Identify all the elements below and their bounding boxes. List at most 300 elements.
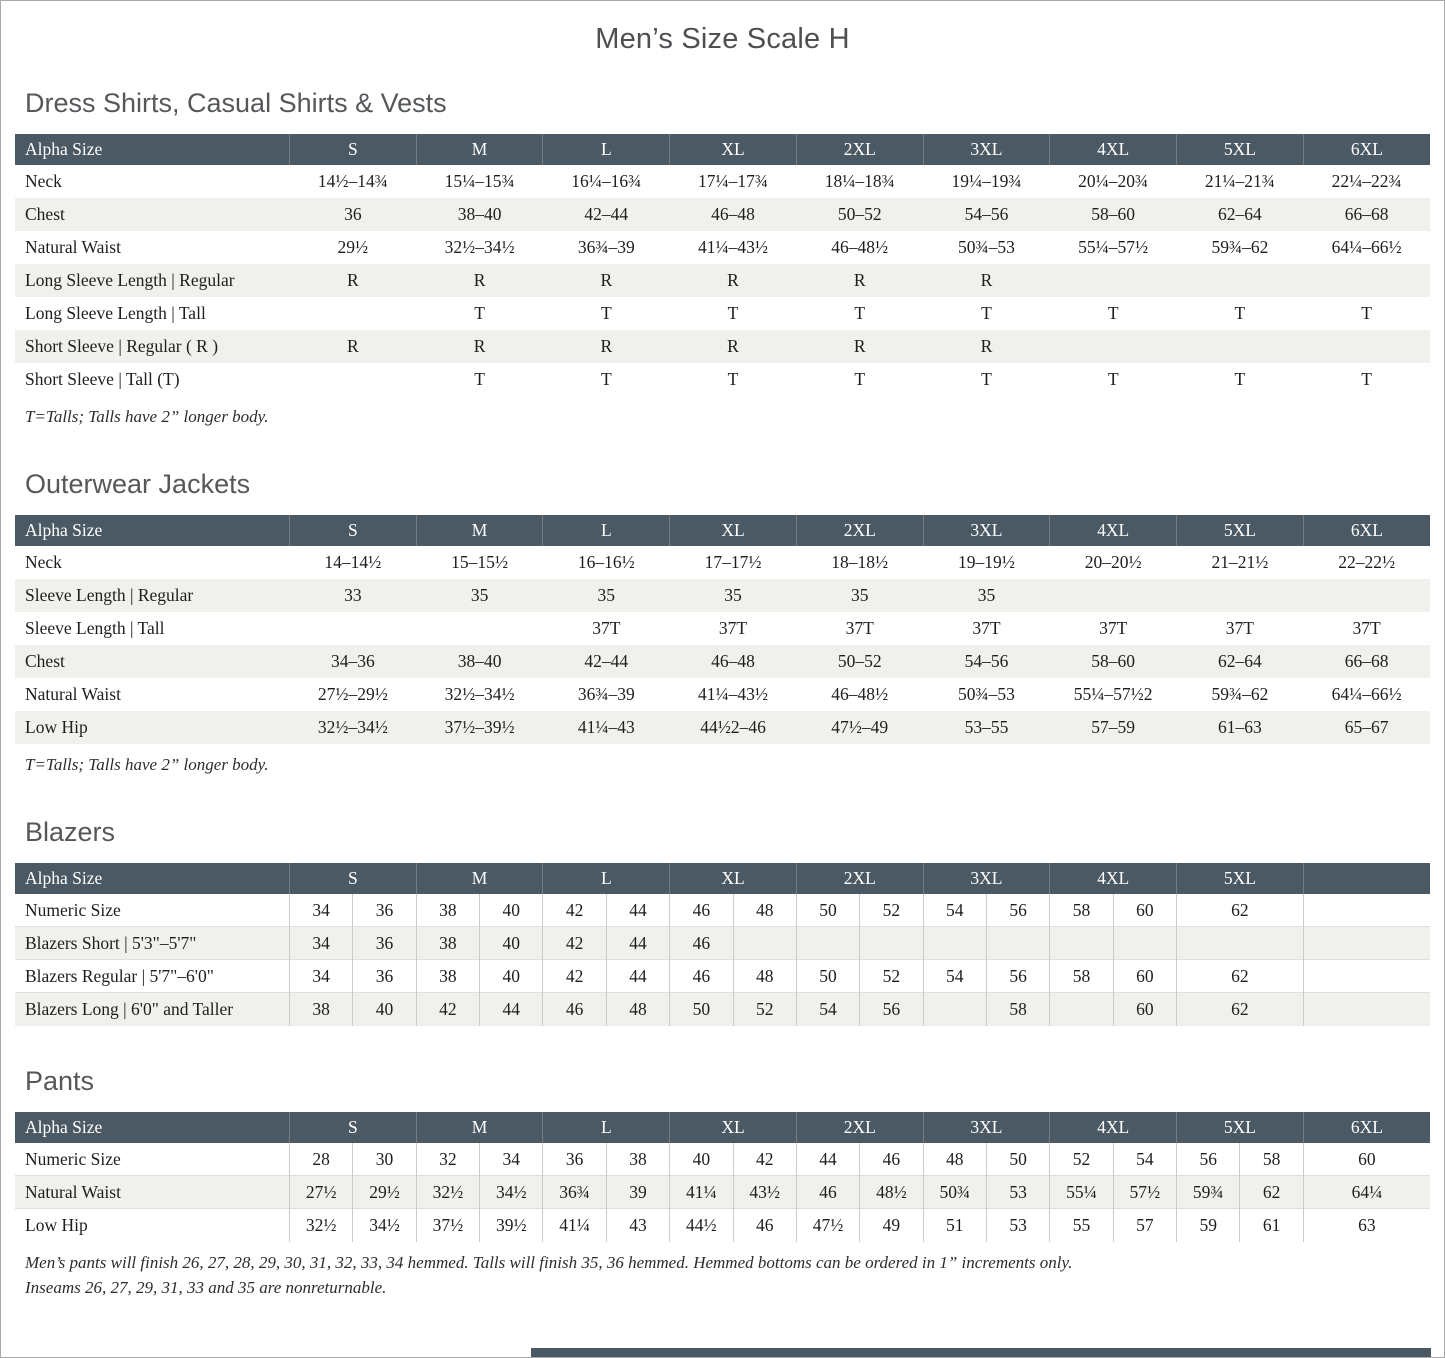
column-header-size: M (416, 863, 543, 894)
cell: 50–52 (837, 204, 882, 224)
cell: 64¼–66½ (1331, 683, 1402, 704)
column-header-size: 6XL (1303, 1112, 1430, 1143)
cell: 40 (670, 1143, 733, 1176)
cell: 37T (972, 617, 1001, 638)
cell: 46 (543, 993, 606, 1026)
cell: 61–63 (1218, 716, 1262, 737)
cell (1303, 993, 1430, 1026)
cell: 58 (1240, 1143, 1303, 1176)
cell: 61 (1240, 1209, 1303, 1242)
cell: 53–55 (964, 716, 1009, 737)
cell: 40 (480, 960, 543, 993)
section-heading-outerwear: Outerwear Jackets (25, 468, 251, 499)
cell (1303, 894, 1430, 927)
cell: 46 (670, 894, 733, 927)
column-header-label: Alpha Size (15, 1112, 290, 1143)
table-row (15, 231, 1430, 264)
row-label: Blazers Long | 6'0" and Taller (25, 999, 234, 1020)
cell: 58 (986, 993, 1049, 1026)
talls-note-shirts: T=Talls; Talls have 2” longer body. (25, 407, 269, 426)
cell: 37T (592, 617, 621, 638)
cell: 44 (606, 927, 669, 960)
column-header-size: S (290, 515, 417, 546)
column-header-size: 5XL (1177, 134, 1304, 165)
table-row (15, 960, 1430, 993)
cell: 64¼–66½ (1331, 237, 1402, 257)
table-row (15, 894, 1430, 927)
header-row (15, 515, 1430, 546)
cell: 35 (597, 584, 616, 605)
cell (1303, 960, 1430, 993)
cell (1050, 579, 1177, 612)
cell: T (1107, 303, 1119, 323)
cell: 60 (1113, 993, 1176, 1026)
header-row (15, 1112, 1430, 1143)
cell: 48 (733, 960, 796, 993)
header-row (15, 863, 1430, 894)
cell: 46 (670, 927, 733, 960)
table-row (15, 363, 1430, 396)
cell: R (853, 336, 866, 356)
cell: 48½ (860, 1176, 923, 1209)
row-label: Long Sleeve Length | Regular (25, 270, 235, 290)
size-table (15, 515, 1430, 744)
cell: 32½–34½ (444, 237, 515, 257)
cell: 34½ (353, 1209, 416, 1242)
cell (1303, 579, 1430, 612)
cell: 38–40 (457, 650, 502, 671)
column-header-size: S (290, 1112, 417, 1143)
cell: 63 (1303, 1209, 1430, 1242)
cell: 53 (986, 1176, 1049, 1209)
blazers-table (15, 863, 1430, 1026)
row-label: Low Hip (25, 716, 88, 737)
cell: 41¼ (670, 1176, 733, 1209)
cell: 42 (416, 993, 479, 1026)
row-label: Chest (25, 204, 65, 224)
cell: 34 (290, 894, 353, 927)
cell: 39 (606, 1176, 669, 1209)
cell (923, 927, 986, 960)
cell: 42–44 (584, 204, 629, 224)
talls-note-outerwear: T=Talls; Talls have 2” longer body. (25, 754, 269, 774)
cell: 29½ (337, 237, 369, 257)
column-header-size: 4XL (1050, 863, 1177, 894)
cell: 56 (986, 960, 1049, 993)
cell: 46–48 (711, 650, 755, 671)
cell: 59¾–62 (1211, 683, 1269, 704)
pants-inseam-note: Inseams 26, 27, 29, 31, 33 and 35 are nonreturnable. (25, 1277, 387, 1297)
cell: 32½ (416, 1176, 479, 1209)
outerwear-jackets-table (15, 515, 1430, 744)
cell: 32 (416, 1143, 479, 1176)
cell: 36 (344, 204, 362, 224)
row-label: Blazers Regular | 5'7"–6'0" (25, 965, 214, 986)
cell: 57 (1113, 1209, 1176, 1242)
row-label: Low Hip (25, 1215, 88, 1236)
cell: 49 (860, 1209, 923, 1242)
cell: 58–60 (1091, 650, 1136, 671)
cell (1050, 264, 1177, 297)
column-header-size: 3XL (923, 863, 1050, 894)
table-row (15, 264, 1430, 297)
cell: 53 (986, 1209, 1049, 1242)
cell: 43½ (733, 1176, 796, 1209)
cell: 65–67 (1344, 716, 1389, 737)
cell: 48 (606, 993, 669, 1026)
cell: 44 (796, 1143, 859, 1176)
section-pants (15, 1066, 1430, 1300)
column-header-size: M (416, 1112, 543, 1143)
cell: 55¼ (1050, 1176, 1113, 1209)
cell: 52 (860, 960, 923, 993)
section-dress-shirts (15, 88, 1430, 429)
cell (1050, 927, 1113, 960)
cell: 41¼–43½ (698, 683, 769, 704)
row-label: Neck (25, 171, 62, 191)
table-row (15, 678, 1430, 711)
cell: 54 (796, 993, 859, 1026)
cell: 40 (480, 894, 543, 927)
cell: T (1234, 369, 1246, 389)
cell: 38 (416, 927, 479, 960)
table-row (15, 645, 1430, 678)
cell: 19–19½ (958, 551, 1015, 572)
cell (1303, 927, 1430, 960)
cell: 50¾–53 (958, 237, 1015, 257)
header-row (15, 134, 1430, 165)
cell: 42 (543, 927, 606, 960)
cell: 37T (1352, 617, 1381, 638)
table-row (15, 993, 1430, 1026)
cell: 41¼–43½ (698, 237, 769, 257)
cell: 36 (353, 894, 416, 927)
cell (796, 927, 859, 960)
cell: 46 (860, 1143, 923, 1176)
cell (1113, 927, 1176, 960)
cell: 44 (606, 960, 669, 993)
cell: 50 (796, 960, 859, 993)
row-label: Numeric Size (25, 899, 121, 920)
column-header-size: M (416, 134, 543, 165)
cell: 46–48 (711, 204, 755, 224)
table-row (15, 579, 1430, 612)
cell: 37T (1225, 617, 1254, 638)
column-header-size: 2XL (796, 1112, 923, 1143)
cell: 50¾ (923, 1176, 986, 1209)
cell: T (474, 369, 485, 389)
cell: R (980, 336, 993, 356)
cell: 56 (1177, 1143, 1240, 1176)
column-header-size: 3XL (923, 134, 1050, 165)
column-header-size: M (416, 515, 543, 546)
cell: R (347, 270, 359, 290)
cell: 46–48½ (831, 237, 889, 257)
cell: 57–59 (1091, 716, 1136, 737)
cell: 36¾ (543, 1176, 606, 1209)
cell: 46–48½ (831, 683, 889, 704)
column-header-size: 4XL (1050, 515, 1177, 546)
cell: 38 (416, 960, 479, 993)
cell (1177, 579, 1304, 612)
column-header-size: L (543, 515, 670, 546)
cell: 35 (470, 584, 489, 605)
cell: 36¾–39 (577, 683, 635, 704)
cell: T (1361, 369, 1372, 389)
cell: 39½ (480, 1209, 543, 1242)
column-header-size: XL (670, 134, 797, 165)
column-header-size: 4XL (1050, 134, 1177, 165)
cell (1050, 993, 1113, 1026)
cell: 50 (670, 993, 733, 1026)
cell: 66–68 (1344, 650, 1389, 671)
cell: 18–18½ (831, 551, 889, 572)
cell: 41¼ (543, 1209, 606, 1242)
cell: 54–56 (964, 204, 1009, 224)
cell: 17–17½ (704, 551, 762, 572)
cell: 40 (353, 993, 416, 1026)
next-table-header-partial (531, 1348, 1431, 1357)
cell: T (1234, 303, 1246, 323)
cell: 54–56 (964, 650, 1009, 671)
cell: 36¾–39 (577, 237, 635, 257)
column-header-size: 6XL (1303, 515, 1430, 546)
cell: R (473, 336, 486, 356)
section-outerwear-jackets (15, 469, 1430, 777)
cell: 62 (1177, 993, 1304, 1026)
cell: 17¼–17¾ (698, 171, 769, 191)
cell: 36 (353, 960, 416, 993)
column-header-label: Alpha Size (15, 134, 290, 165)
cell: 54 (923, 960, 986, 993)
cell: 48 (733, 894, 796, 927)
cell: T (727, 303, 739, 323)
cell: 47½ (796, 1209, 859, 1242)
cell: 35 (724, 584, 742, 605)
table-row (15, 927, 1430, 960)
cell: 48 (923, 1143, 986, 1176)
cell (733, 927, 796, 960)
cell: 42 (543, 960, 606, 993)
column-header-label: Alpha Size (15, 863, 290, 894)
cell: 38 (290, 993, 353, 1026)
cell: 66–68 (1344, 204, 1389, 224)
cell: 46 (733, 1209, 796, 1242)
row-label: Natural Waist (25, 1181, 121, 1202)
column-header-size: L (543, 1112, 670, 1143)
cell: 50–52 (837, 650, 882, 671)
cell (1050, 330, 1177, 363)
column-header-size: XL (670, 863, 797, 894)
row-label: Blazers Short | 5'3"–5'7" (25, 932, 197, 953)
cell: 32½–34½ (317, 716, 388, 737)
cell: 41¼–43 (577, 716, 635, 737)
cell: 59¾ (1177, 1176, 1240, 1209)
size-table (15, 1112, 1430, 1242)
page-title: Men’s Size Scale H (595, 23, 850, 55)
column-header-size: 2XL (796, 515, 923, 546)
cell: 14–14½ (324, 551, 382, 572)
column-header-size: 3XL (923, 515, 1050, 546)
row-label: Chest (25, 650, 65, 671)
cell: 50 (986, 1143, 1049, 1176)
section-blazers (15, 817, 1430, 1026)
cell: 15¼–15¾ (444, 171, 515, 191)
cell (1177, 264, 1304, 297)
cell: 58 (1050, 960, 1113, 993)
table-row (15, 1143, 1430, 1176)
cell: 52 (860, 894, 923, 927)
row-label: Short Sleeve | Tall (T) (25, 369, 180, 389)
cell: 52 (1050, 1143, 1113, 1176)
cell: R (473, 270, 486, 290)
cell: 55 (1050, 1209, 1113, 1242)
cell: 22–22½ (1338, 551, 1396, 572)
cell: 38 (416, 894, 479, 927)
column-header-size: 6XL (1303, 134, 1430, 165)
table-row (15, 711, 1430, 744)
cell: 52 (733, 993, 796, 1026)
cell: R (727, 336, 739, 356)
column-header-size: S (290, 863, 417, 894)
cell: 35 (850, 584, 869, 605)
cell: 20¼–20¾ (1078, 171, 1149, 191)
cell: T (1107, 369, 1119, 389)
row-label: Numeric Size (25, 1148, 121, 1169)
cell: 62 (1240, 1176, 1303, 1209)
cell: R (600, 270, 613, 290)
cell: 62 (1177, 894, 1304, 927)
table-row (15, 165, 1430, 198)
cell: 36 (353, 927, 416, 960)
cell: 55¼–57½2 (1073, 683, 1153, 704)
cell: R (853, 270, 866, 290)
cell: 34 (480, 1143, 543, 1176)
cell: 50¾–53 (958, 683, 1015, 704)
cell: 32½ (290, 1209, 353, 1242)
cell: 57½ (1113, 1176, 1176, 1209)
cell: 32½–34½ (444, 683, 515, 704)
cell (1177, 330, 1304, 363)
cell: 18¼–18¾ (824, 171, 895, 191)
cell: 43 (606, 1209, 669, 1242)
row-label: Natural Waist (25, 683, 121, 704)
cell: 56 (860, 993, 923, 1026)
cell: 19¼–19¾ (951, 171, 1022, 191)
cell: T (981, 303, 992, 323)
cell: 21–21½ (1211, 551, 1269, 572)
section-heading-dress-shirts: Dress Shirts, Casual Shirts & Vests (25, 88, 447, 118)
cell: 64¼ (1303, 1176, 1430, 1209)
cell: 35 (977, 584, 996, 605)
cell: 42 (733, 1143, 796, 1176)
cell: 37½ (416, 1209, 479, 1242)
cell: 44 (606, 894, 669, 927)
column-header-size: 4XL (1050, 1112, 1177, 1143)
cell: T (854, 303, 866, 323)
cell: 44½2–46 (700, 716, 766, 737)
row-label: Sleeve Length | Tall (25, 617, 165, 638)
row-label: Natural Waist (25, 237, 121, 257)
row-label: Long Sleeve Length | Tall (25, 303, 206, 323)
cell (1303, 264, 1430, 297)
cell: 59 (1177, 1209, 1240, 1242)
section-heading-blazers: Blazers (25, 816, 116, 847)
size-table (15, 134, 1430, 396)
cell (1303, 330, 1430, 363)
cell: 38 (606, 1143, 669, 1176)
cell: R (980, 270, 993, 290)
cell: 37½–39½ (444, 716, 515, 737)
row-label: Short Sleeve | Regular ( R ) (25, 336, 219, 356)
cell: 42–44 (584, 650, 629, 671)
table-row (15, 546, 1430, 579)
cell (923, 993, 986, 1026)
pants-hemming-note: Men’s pants will finish 26, 27, 28, 29, 30, 31, 32, 33, 34 hemmed. Talls will finish 35, 36 hemmed. Hemmed bottoms can be ordered in 1” increments only. (25, 1252, 1073, 1272)
table-row (15, 297, 1430, 330)
column-header-size: L (543, 134, 670, 165)
column-header-size: XL (670, 1112, 797, 1143)
cell: 37T (845, 617, 874, 638)
cell: 58 (1050, 894, 1113, 927)
column-header-size: 5XL (1177, 863, 1304, 894)
column-header-size: S (290, 134, 417, 165)
cell: T (474, 303, 485, 323)
cell: 30 (353, 1143, 416, 1176)
cell: 56 (986, 894, 1049, 927)
cell: 60 (1303, 1143, 1430, 1176)
table-row (15, 612, 1430, 645)
cell: 51 (923, 1209, 986, 1242)
cell: 34–36 (330, 650, 375, 671)
cell: T (600, 303, 612, 323)
cell (1177, 927, 1304, 960)
section-heading-pants: Pants (25, 1065, 95, 1096)
cell: 60 (1113, 894, 1176, 927)
column-header-size: 5XL (1177, 1112, 1304, 1143)
column-header-size: 5XL (1177, 515, 1304, 546)
column-header-size: 2XL (796, 863, 923, 894)
cell: 47½–49 (831, 716, 889, 737)
cell: 46 (670, 960, 733, 993)
cell: 34 (290, 927, 353, 960)
cell: T (727, 369, 739, 389)
cell: 62 (1177, 960, 1304, 993)
cell: 29½ (353, 1176, 416, 1209)
cell: 37T (718, 617, 748, 638)
cell: T (600, 369, 612, 389)
cell: 37T (1099, 617, 1128, 638)
cell: R (600, 336, 613, 356)
column-header-size: 3XL (923, 1112, 1050, 1143)
column-header-label: Alpha Size (15, 515, 290, 546)
cell: 28 (290, 1143, 353, 1176)
cell (986, 927, 1049, 960)
cell: T (1361, 303, 1372, 323)
cell: 38–40 (457, 204, 502, 224)
cell: 21¼–21¾ (1204, 171, 1275, 191)
cell: 14½–14¾ (317, 171, 388, 191)
row-label: Sleeve Length | Regular (25, 584, 194, 605)
cell: 42 (543, 894, 606, 927)
cell: 16¼–16¾ (571, 171, 642, 191)
cell (290, 612, 417, 645)
row-label: Neck (25, 551, 62, 572)
cell: T (854, 369, 866, 389)
cell: 62–64 (1218, 204, 1262, 224)
cell: 50 (796, 894, 859, 927)
size-table (15, 863, 1430, 1026)
